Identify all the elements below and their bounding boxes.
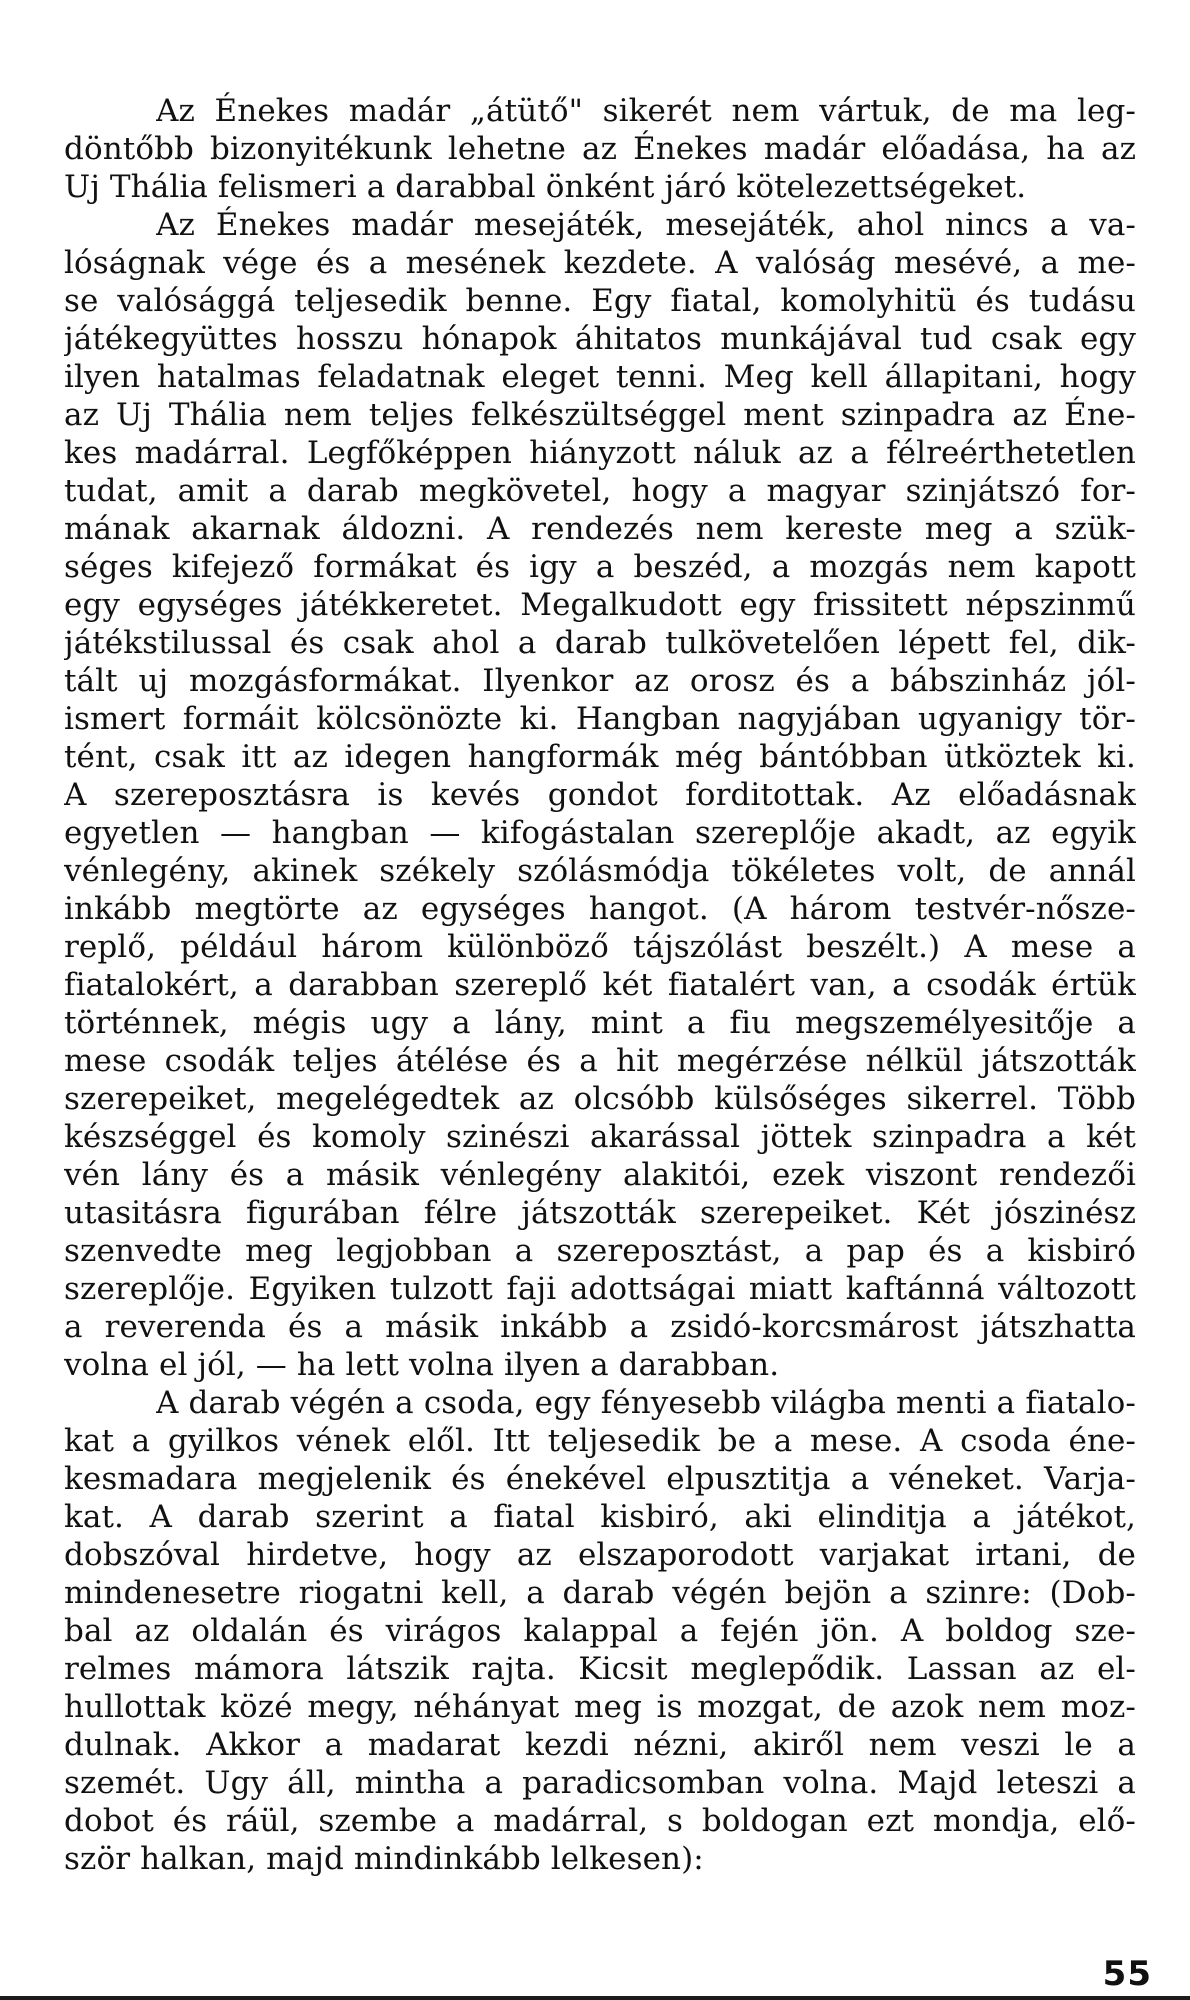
text-line: utasitásra figurában félre játszották szerepeiket. Két jószinész	[64, 1195, 1136, 1231]
text-line: szemét. Ugy áll, mintha a paradicsomban volna. Majd leteszi a	[64, 1765, 1136, 1801]
text-line: mindenesetre riogatni kell, a darab végén bejön a szinre: (Dob-	[64, 1575, 1136, 1611]
text-line: séges kifejező formákat és igy a beszéd, a mozgás nem kapott	[64, 549, 1136, 585]
text-line: ször halkan, majd mindinkább lelkesen):	[64, 1841, 704, 1877]
text-line: tént, csak itt az idegen hangformák még bántóbban ütköztek ki.	[64, 739, 1136, 775]
text-line: se valósággá teljesedik benne. Egy fiatal, komolyhitü és tudásu	[64, 283, 1136, 319]
text-line: replő, például három különböző tájszólást beszélt.) A mese a	[64, 929, 1136, 965]
text-line: bal az oldalán és virágos kalappal a fején jön. A boldog sze-	[64, 1613, 1136, 1649]
text-line: döntőbb bizonyitékunk lehetne az Énekes madár előadása, ha az	[64, 131, 1136, 167]
text-line: egy egységes játékkeretet. Megalkudott egy frissitett népszinmű	[64, 587, 1136, 623]
text-line: ismert formáit kölcsönözte ki. Hangban nagyjában ugyanigy tör-	[64, 701, 1136, 737]
text-line: játékegyüttes hosszu hónapok áhitatos munkájával tud csak egy	[64, 321, 1136, 357]
text-line: lóságnak vége és a mesének kezdete. A valóság mesévé, a me-	[64, 245, 1136, 281]
text-line: szerepeiket, megelégedtek az olcsóbb külsőséges sikerrel. Több	[64, 1081, 1136, 1117]
text-line: az Uj Thália nem teljes felkészültséggel ment szinpadra az Éne-	[64, 397, 1136, 433]
text-line: kat. A darab szerint a fiatal kisbiró, aki elinditja a játékot,	[64, 1499, 1136, 1535]
text-line: hullottak közé megy, néhányat meg is mozgat, de azok nem moz-	[64, 1689, 1136, 1725]
text-line: Uj Thália felismeri a darabbal önként járó kötelezettségeket.	[64, 169, 1027, 205]
text-line: relmes mámora látszik rajta. Kicsit meglepődik. Lassan az el-	[64, 1651, 1136, 1687]
text-line: ilyen hatalmas feladatnak eleget tenni. Meg kell állapitani, hogy	[64, 359, 1136, 395]
text-line: készséggel és komoly szinészi akarással jöttek szinpadra a két	[64, 1119, 1136, 1155]
text-line: A darab végén a csoda, egy fényesebb világba menti a fiatalo-	[156, 1385, 1136, 1421]
text-line: Az Énekes madár mesejáték, mesejáték, ahol nincs a va-	[156, 207, 1136, 243]
text-line: szereplője. Egyiken tulzott faji adottságai miatt kaftánná változott	[64, 1271, 1136, 1307]
page-number: 55	[1102, 1954, 1152, 1994]
text-line: a reverenda és a másik inkább a zsidó-korcsmárost játszhatta	[64, 1309, 1136, 1345]
text-line: dulnak. Akkor a madarat kezdi nézni, akiről nem veszi le a	[64, 1727, 1136, 1763]
text-line: A szereposztásra is kevés gondot forditottak. Az előadásnak	[64, 777, 1136, 813]
text-line: egyetlen — hangban — kifogástalan szereplője akadt, az egyik	[64, 815, 1136, 851]
text-line: inkább megtörte az egységes hangot. (A három testvér-nősze-	[64, 891, 1136, 927]
text-line: kat a gyilkos vének elől. Itt teljesedik be a mese. A csoda éne-	[64, 1423, 1136, 1459]
text-line: dobszóval hirdetve, hogy az elszaporodott varjakat irtani, de	[64, 1537, 1136, 1573]
text-line: dobot és ráül, szembe a madárral, s boldogan ezt mondja, elő-	[64, 1803, 1136, 1839]
text-line: kes madárral. Legfőképpen hiányzott náluk az a félreérthetetlen	[64, 435, 1136, 471]
text-line: tált uj mozgásformákat. Ilyenkor az orosz és a bábszinház jól-	[64, 663, 1136, 699]
text-line: kesmadara megjelenik és énekével elpusztitja a véneket. Varja-	[64, 1461, 1136, 1497]
text-line: játékstilussal és csak ahol a darab tulkövetelően lépett fel, dik-	[64, 625, 1136, 661]
text-line: mának akarnak áldozni. A rendezés nem kereste meg a szük-	[64, 511, 1136, 547]
text-line: Az Énekes madár „átütő" sikerét nem vártuk, de ma leg-	[156, 93, 1136, 129]
text-line: szenvedte meg legjobban a szereposztást, a pap és a kisbiró	[64, 1233, 1136, 1269]
text-line: történnek, mégis ugy a lány, mint a fiu megszemélyesitője a	[64, 1005, 1136, 1041]
text-line: tudat, amit a darab megkövetel, hogy a magyar szinjátszó for-	[64, 473, 1136, 509]
text-line: vénlegény, akinek székely szólásmódja tökéletes volt, de annál	[64, 853, 1136, 889]
text-line: volna el jól, — ha lett volna ilyen a darabban.	[64, 1347, 780, 1383]
text-line: mese csodák teljes átélése és a hit megérzése nélkül játszották	[64, 1043, 1136, 1079]
footer-rule	[0, 1996, 1190, 2000]
text-line: vén lány és a másik vénlegény alakitói, ezek viszont rendezői	[64, 1157, 1136, 1193]
text-line: fiatalokért, a darabban szereplő két fiatalért van, a csodák értük	[64, 967, 1136, 1003]
